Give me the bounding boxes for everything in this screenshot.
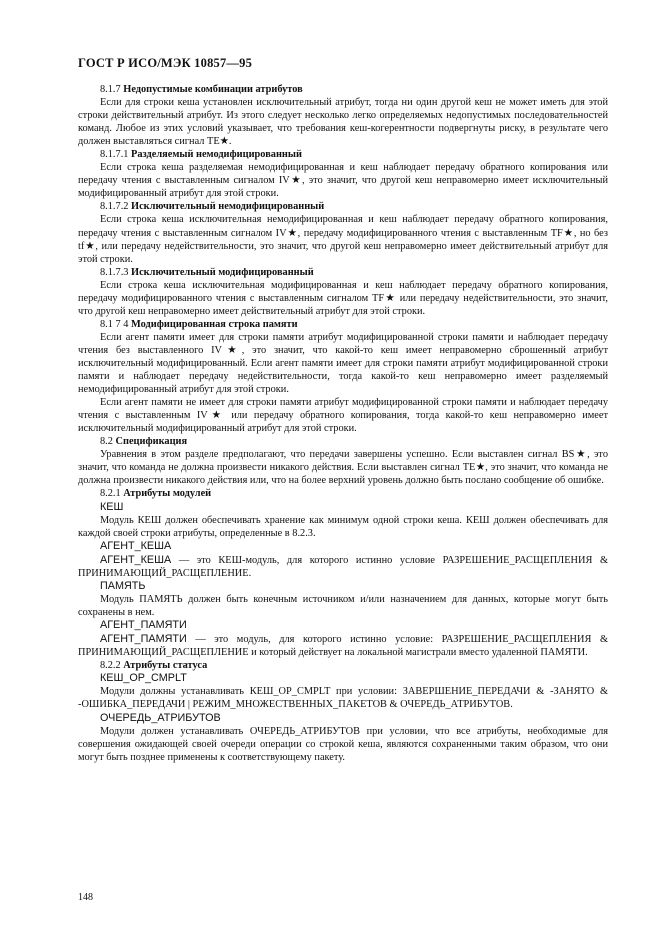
- section-number: 8.1.7.3: [100, 266, 129, 278]
- paragraph: Модули должен устанавливать ОЧЕРЕДЬ_АТРИБУТОВ при условии, что все атрибуты, необходимые для совершения ожидающей своей очереди операции со строкой кеша, являются сохраненными таким образом, что они могут быть позднее применены к соответствующему пакету.: [78, 726, 608, 764]
- section-title: Спецификация: [115, 436, 188, 448]
- keyword-inline: АГЕНТ_КЕША: [100, 553, 172, 566]
- paragraph: Если агент памяти имеет для строки памяти атрибут модифицированной строки памяти и наблюдает передачу чтения без выставленного IV★, это значит, что какой-то кеш имеет неправомерно сброшенный атрибут исключительный модифицированный. Если агент памяти имеет для строки памяти атрибут модифицированной строки памяти и наблюдает передачу недействительности, тогда какой-то кеш неправомерно имеет разделяемый немодифицированный атрибут для этой строки.: [78, 331, 608, 396]
- keyword-term: ОЧЕРЕДЬ_АТРИБУТОВ: [100, 711, 221, 724]
- section-number: 8.1.7.2: [100, 201, 129, 213]
- paragraph: Если для строки кеша установлен исключительный атрибут, тогда ни один другой кеш не может иметь для этой строки действительный атрибут. Из этого следует несколько легко определяемых недопустимых последовательностей команд. Любое из этих условий указывает, что требования кеш-когерентности подвергнуты риску, в результате чего должен выставляться сигнал TE★.: [78, 97, 608, 148]
- keyword-term: АГЕНТ_КЕША: [100, 540, 172, 553]
- keyword-term: КЕШ_OP_CMPLT: [100, 671, 187, 684]
- section-number: 8.1.7.1: [100, 149, 129, 161]
- page-number: 148: [78, 892, 93, 903]
- document-body: [78, 83, 608, 764]
- section-8-1-7-1-heading: [78, 148, 608, 161]
- paragraph: [78, 554, 608, 580]
- paragraph: Модули должны устанавливать КЕШ_OP_CMPLT при условии: ЗАВЕРШЕНИЕ_ПЕРЕДАЧИ & -ЗАНЯТО & -ОШИБКА_ПЕРЕДАЧИ | РЕЖИМ_МНОЖЕСТВЕННЫХ_ПАКЕТОВ & ОЧЕРЕДЬ_АТРИБУТОВ.: [78, 686, 608, 711]
- section-number: 8.2: [100, 436, 113, 448]
- paragraph: Модуль КЕШ должен обеспечивать хранение как минимум одной строки кеша. КЕШ должен обеспечивать для каждой своей строки атрибуты, определенные в 8.2.3.: [78, 515, 608, 540]
- paragraph: Модуль ПАМЯТЬ должен быть конечным источником и/или назначением для данных, которые могут быть сохранены в нем.: [78, 594, 608, 619]
- section-8-1-7-4-heading: [78, 318, 608, 331]
- keyword-term: АГЕНТ_ПАМЯТИ: [100, 619, 187, 632]
- paragraph: Если строка кеша исключительная модифицированная и кеш наблюдает передачу обратного копирования, передачу модифицированного чтения с выставленным сигналом TF★ или передачу недействительности, это значит, что другой кеш неправомерно имеет действительный атрибут для этой строки.: [78, 279, 608, 317]
- section-title: Модифицированная строка памяти: [131, 318, 298, 330]
- paragraph: Уравнения в этом разделе предполагают, что передачи завершены успешно. Если выставлен сигнал BS★, это значит, что команда не должна произвести никакого действия. Если выставлен сигнал TE★, это значит, что команда не должна произвести никакого действия или, что на более верхний уровень должно быть послано сообщение об ошибке.: [78, 449, 608, 487]
- paragraph: Если строка кеша разделяемая немодифицированная и кеш наблюдает передачу обратного копирования или передачу чтения с выставленным сигналом IV★, это значит, что другой кеш неправомерно имеет исключительный модифицированный атрибут для этой строки.: [78, 162, 608, 200]
- section-8-2-heading: [78, 435, 608, 448]
- section-title: Исключительный модифицированный: [131, 266, 314, 278]
- paragraph-text: — это КЕШ-модуль, для которого истинно условие РАЗРЕШЕНИЕ_РАСЩЕПЛЕНИЯ & ПРИНИМАЮЩИЙ_РАСЩЕПЛЕНИЕ.: [78, 554, 608, 579]
- section-8-1-7-2-heading: [78, 200, 608, 213]
- paragraph-text: — это модуль, для которого истинно условие: РАЗРЕШЕНИЕ_РАСЩЕПЛЕНИЯ & ПРИНИМАЮЩИЙ_РАСЩЕПЛЕНИЕ и который действует на локальной магистрали вместо удаленной ПАМЯТИ.: [78, 633, 608, 658]
- section-title: Исключительный немодифицированный: [131, 201, 325, 213]
- keyword-inline: АГЕНТ_ПАМЯТИ: [100, 632, 187, 645]
- section-number: 8.1.7: [100, 84, 121, 95]
- paragraph: Если строка кеша исключительная немодифицированная и кеш наблюдает передачу обратного копирования, передачу чтения с выставленным сигналом IV★, передачу модифицированного чтения с выставленным TF★, но без tf★, или передачу недействительности, это значит, что другой кеш неправомерно имеет действительный атрибут для этой строки.: [78, 214, 608, 265]
- section-number: 8.2.2: [100, 659, 121, 671]
- section-title: Атрибуты модулей: [123, 488, 212, 500]
- paragraph: Если агент памяти не имеет для строки памяти атрибут модифицированной строки памяти и наблюдает передачу чтения с выставленным IV★ или передачу обратного копирования, тогда какой-то кеш неправомерно имеет исключительный модифицированный атрибут для этой строки.: [78, 397, 608, 435]
- section-number: 8.1 7 4: [100, 318, 129, 330]
- section-title: Недопустимые комбинации атрибутов: [123, 84, 303, 95]
- section-number: 8.2.1: [100, 488, 121, 500]
- section-8-1-7-3-heading: [78, 266, 608, 279]
- page-header: ГОСТ Р ИСО/МЭК 10857—95: [78, 56, 253, 70]
- section-8-2-2-heading: [78, 659, 608, 672]
- section-title: Разделяемый немодифицированный: [131, 149, 302, 161]
- section-title: Атрибуты статуса: [123, 659, 208, 671]
- section-8-2-1-heading: [78, 487, 608, 500]
- keyword-term: КЕШ: [100, 500, 124, 513]
- paragraph: [78, 633, 608, 659]
- keyword-term: ПАМЯТЬ: [100, 579, 146, 592]
- section-8-1-7-heading: [78, 83, 608, 96]
